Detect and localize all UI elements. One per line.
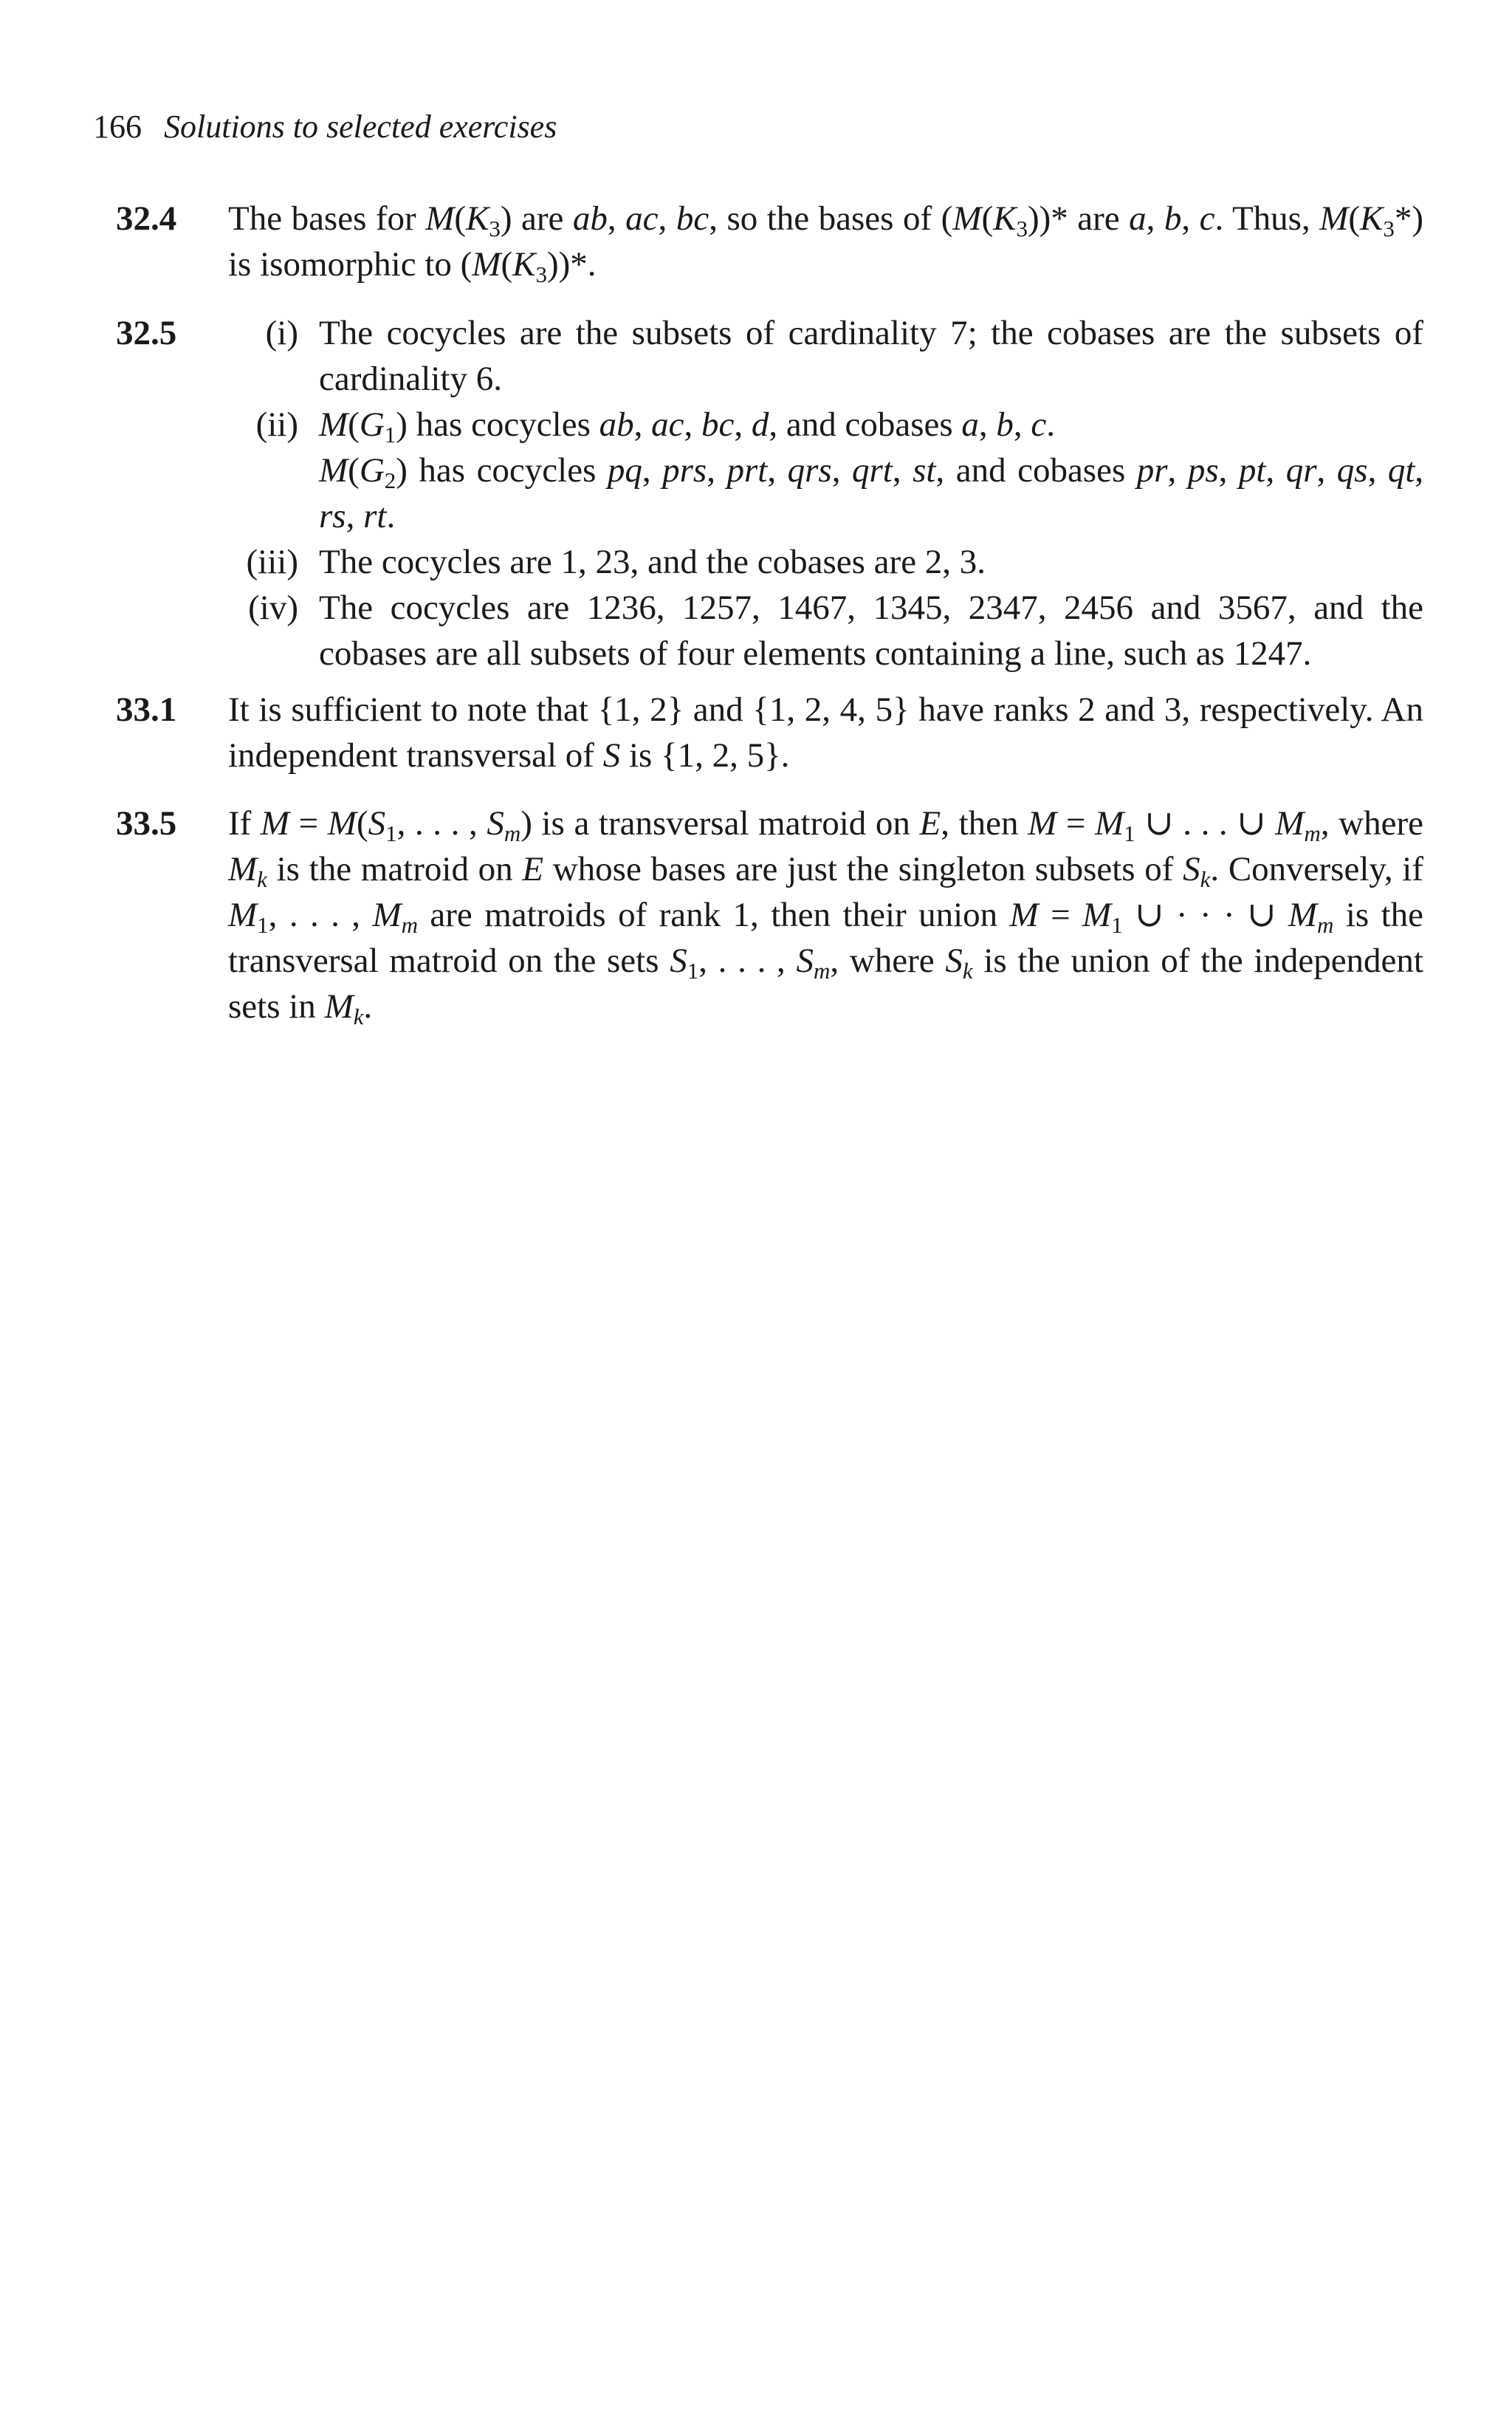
solution-text: [228, 310, 1423, 676]
solution-part-i: [228, 310, 1423, 402]
page-number: 166: [93, 109, 142, 145]
solution-text: It is sufficient to note that {1, 2} and {1, 2, 4, 5} have ranks 2 and 3, respectively. An independent transversal of S is {1, 2, 5}.: [228, 690, 1423, 775]
exercise-solution-33-1: [116, 687, 1423, 778]
exercise-number: 33.1: [116, 690, 177, 729]
part-text-line: $M(G_2)$ has cocycles pq, prs, prt, qrs, qrt, st, and cobases pr, ps, pt, qr, qs, qt, rs, rt.: [319, 451, 1424, 535]
exercise-number: 33.5: [116, 804, 177, 843]
solution-text: The bases for $M(K_3)$ are ab, ac, bc, so the bases of $(M(K_3))*$ are a, b, c. Thus, $M(K_3*)$ is isomorphic to $(M(K_3))*$.: [228, 199, 1424, 287]
solution-part-iv: [228, 585, 1423, 676]
part-text: The cocycles are 1236, 1257, 1467, 1345, 2347, 2456 and 3567, and the cobases are all subsets of four elements containing a line, such as 1247.: [319, 589, 1423, 673]
running-header: [93, 105, 557, 149]
exercise-number: 32.5: [116, 314, 177, 352]
exercise-solution-32-5: [116, 310, 1423, 676]
part-text: The cocycles are 1, 23, and the cobases are 2, 3.: [319, 543, 986, 581]
solution-text: If $M = M(S_1$, . . . , $S_m$) is a transversal matroid on E, then $M = M_1$ ∪ . . . ∪ $M_m$, where $M_k$ is the matroid on E whose bases are just the singleton subsets of $S_k$. Conversely, if $M_1$, . . . , $M_m$ are matroids of rank 1, then their union $M = M_1$ ∪ · · · ∪ $M_m$ is the transversal matroid on the sets $S_1$, . . . , $S_m$, where $S_k$ is the union of the independent sets in $M_k$.: [228, 804, 1423, 1029]
part-label: (iii): [246, 543, 298, 581]
part-text-line: $M(G_1)$ has cocycles ab, ac, bc, d, and cobases a, b, c.: [319, 405, 1056, 448]
exercise-number: 32.4: [116, 199, 177, 238]
solution-part-ii: [228, 402, 1423, 539]
part-text: The cocycles are the subsets of cardinality 7; the cobases are the subsets of cardinality 6.: [319, 314, 1423, 398]
part-label: (i): [265, 314, 298, 352]
solution-part-iii: [228, 539, 1423, 585]
exercise-solution-32-4: [116, 196, 1423, 287]
running-title: Solutions to selected exercises: [164, 109, 557, 145]
part-label: (iv): [248, 589, 298, 627]
part-label: (ii): [255, 405, 298, 444]
exercise-solution-33-5: [116, 801, 1423, 1029]
